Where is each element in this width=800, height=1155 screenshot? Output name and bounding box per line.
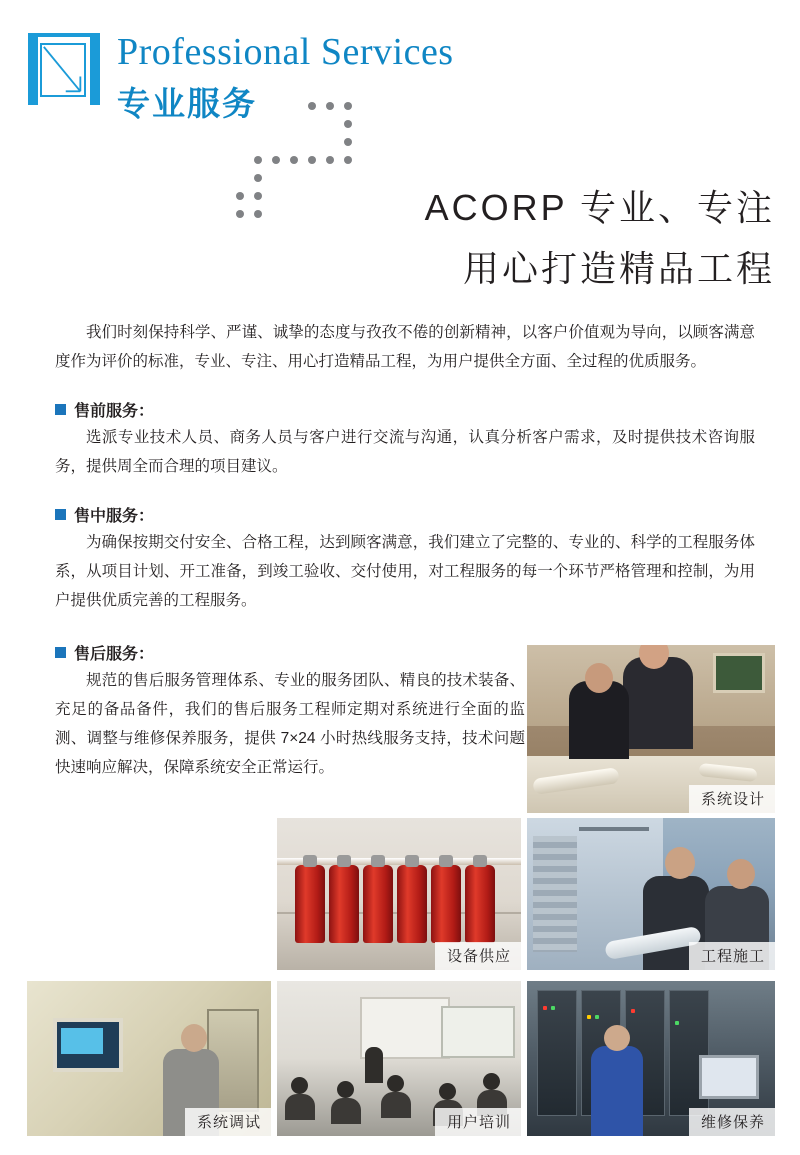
section-heading-label: 售后服务： (74, 646, 155, 663)
photo-user-training (277, 981, 521, 1136)
section-pre-sales (55, 398, 755, 481)
section-during-sales (55, 503, 755, 615)
section-heading-label: 售中服务： (74, 508, 155, 525)
photo-caption: 工程施工 (689, 942, 775, 970)
photo-engineering-construction (527, 818, 775, 970)
page-header (0, 0, 800, 150)
bracket-square-logo-icon (28, 33, 100, 105)
square-bullet-icon (55, 509, 66, 520)
photo-system-design (527, 645, 775, 813)
page-title-en: Professional Services (117, 31, 454, 73)
photo-caption: 系统调试 (185, 1108, 271, 1136)
section-heading-during-sales (55, 503, 755, 526)
photo-caption: 设备供应 (435, 942, 521, 970)
section-heading-label: 售前服务： (74, 403, 155, 420)
photo-equipment-supply (277, 818, 521, 970)
square-bullet-icon (55, 647, 66, 658)
intro-paragraph: 我们时刻保持科学、严谨、诚挚的态度与孜孜不倦的创新精神，以客户价值观为导向，以顾客满意度作为评价的标准，专业、专注、用心打造精品工程，为用户提供全方面、全过程的优质服务。 (55, 324, 755, 370)
photo-caption: 系统设计 (689, 785, 775, 813)
photo-maintenance-service (527, 981, 775, 1136)
section-body-after-sales: 规范的售后服务管理体系、专业的服务团队、精良的技术装备、充足的备品备件，我们的售后服务工程师定期对系统进行全面的监测、调整与维修保养服务，提供 7×24 小时热线服务支持，技术问题快速响应解决，保障系统安全正常运行。 (55, 672, 525, 776)
slogan-line-2: 用心打造精品工程 (462, 248, 775, 289)
photo-caption: 维修保养 (689, 1108, 775, 1136)
square-bullet-icon (55, 404, 66, 415)
section-body-pre-sales: 选派专业技术人员、商务人员与客户进行交流与沟通，认真分析客户需求，及时提供技术咨询服务，提供周全而合理的项目建议。 (55, 429, 755, 475)
slogan-line-1: ACORP 专业、专注 (424, 187, 775, 228)
section-body-during-sales: 为确保按期交付安全、合格工程，达到顾客满意，我们建立了完整的、专业的、科学的工程服务体系，从项目计划、开工准备，到竣工验收、交付使用，对工程服务的每一个环节严格管理和控制，为用户提供优质完善的工程服务。 (55, 534, 755, 609)
slogan (0, 180, 800, 292)
photo-caption: 用户培训 (435, 1108, 521, 1136)
section-heading-pre-sales (55, 398, 755, 421)
photo-system-commissioning (27, 981, 271, 1136)
page-title-cn: 专业服务 (117, 85, 257, 122)
